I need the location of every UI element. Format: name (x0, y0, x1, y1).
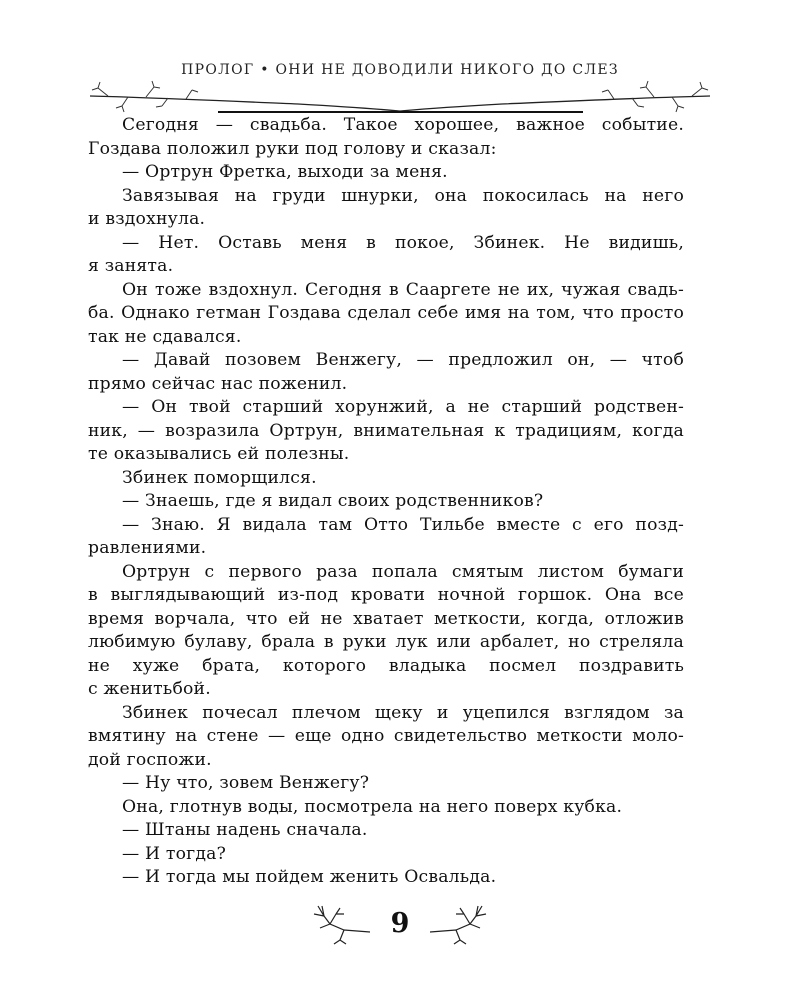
text-line: Она, глотнув воды, посмотрела на него поверх кубка. (122, 796, 623, 817)
text-line: в выглядывающий из-под кровати ночной горшок. Она все (88, 585, 684, 605)
text-line: Гоздава положил руки под голову и сказал: (88, 138, 497, 159)
text-line: не хуже брата, которого владыка посмел поздравить (88, 655, 684, 676)
text-line: время ворчала, что ей не хватает меткости, когда, отложив (88, 608, 684, 629)
text-line: — И тогда мы пойдем женить Освальда. (122, 867, 497, 887)
running-header (88, 58, 712, 114)
text-line: дой госпожи. (88, 749, 212, 770)
text-line: и вздохнула. (88, 209, 206, 229)
text-line: Завязывая на груди шнурки, она покосилась на него (122, 185, 684, 206)
text-line: Збинек поморщился. (122, 467, 317, 488)
text-line: Збинек почесал плечом щеку и уцепился взглядом за (122, 702, 684, 723)
text-line: — Нет. Оставь меня в покое, Збинек. Не видишь, (122, 232, 684, 253)
text-line: — Давай позовем Венжегу, — предложил он, — чтоб (122, 350, 684, 370)
text-line: — Знаю. Я видала там Отто Тильбе вместе с его позд- (122, 514, 684, 535)
text-line: — Он твой старший хорунжий, а не старший родствен- (122, 397, 684, 417)
text-line: ник, — возразила Ортрун, внимательная к традициям, когда (88, 420, 684, 441)
text-line: — И тогда? (122, 843, 227, 864)
header-branch-ornament (88, 78, 712, 114)
text-line: Он тоже вздохнул. Сегодня в Сааргете не их, чужая свадь- (122, 279, 684, 300)
text-line: с женитьбой. (88, 679, 211, 699)
text-line: — Ну что, зовем Венжегу? (122, 773, 370, 793)
text-line: — Штаны надень сначала. (122, 820, 368, 840)
text-line: вмятину на стене — еще одно свидетельство меткости моло- (88, 726, 684, 746)
text-line: те оказывались ей полезны. (88, 444, 350, 464)
text-line: равлениями. (88, 538, 207, 558)
header-chapter: ПРОЛОГ (181, 62, 255, 78)
header-separator: • (260, 62, 270, 78)
header-chapter-title: ОНИ НЕ ДОВОДИЛИ НИКОГО ДО СЛЕЗ (275, 62, 619, 78)
text-line: ба. Однако гетман Гоздава сделал себе имя на том, что просто (88, 303, 684, 323)
text-line: Сегодня — свадьба. Такое хорошее, важное событие. (122, 115, 684, 135)
text-line: прямо сейчас нас поженил. (88, 373, 348, 394)
text-line: — Ортрун Фретка, выходи за меня. (122, 162, 448, 182)
running-header-title (88, 62, 712, 78)
text-line: так не сдавался. (88, 326, 242, 347)
text-line: — Знаешь, где я видал своих родственников? (122, 491, 544, 511)
body-text (88, 114, 684, 890)
page-footer (300, 898, 500, 950)
page-number: 9 (390, 908, 410, 939)
text-line: я занята. (88, 256, 174, 276)
text-line: любимую булаву, брала в руки лук или арбалет, но стреляла (88, 632, 684, 652)
text-line: Ортрун с первого раза попала смятым листом бумаги (122, 561, 684, 582)
